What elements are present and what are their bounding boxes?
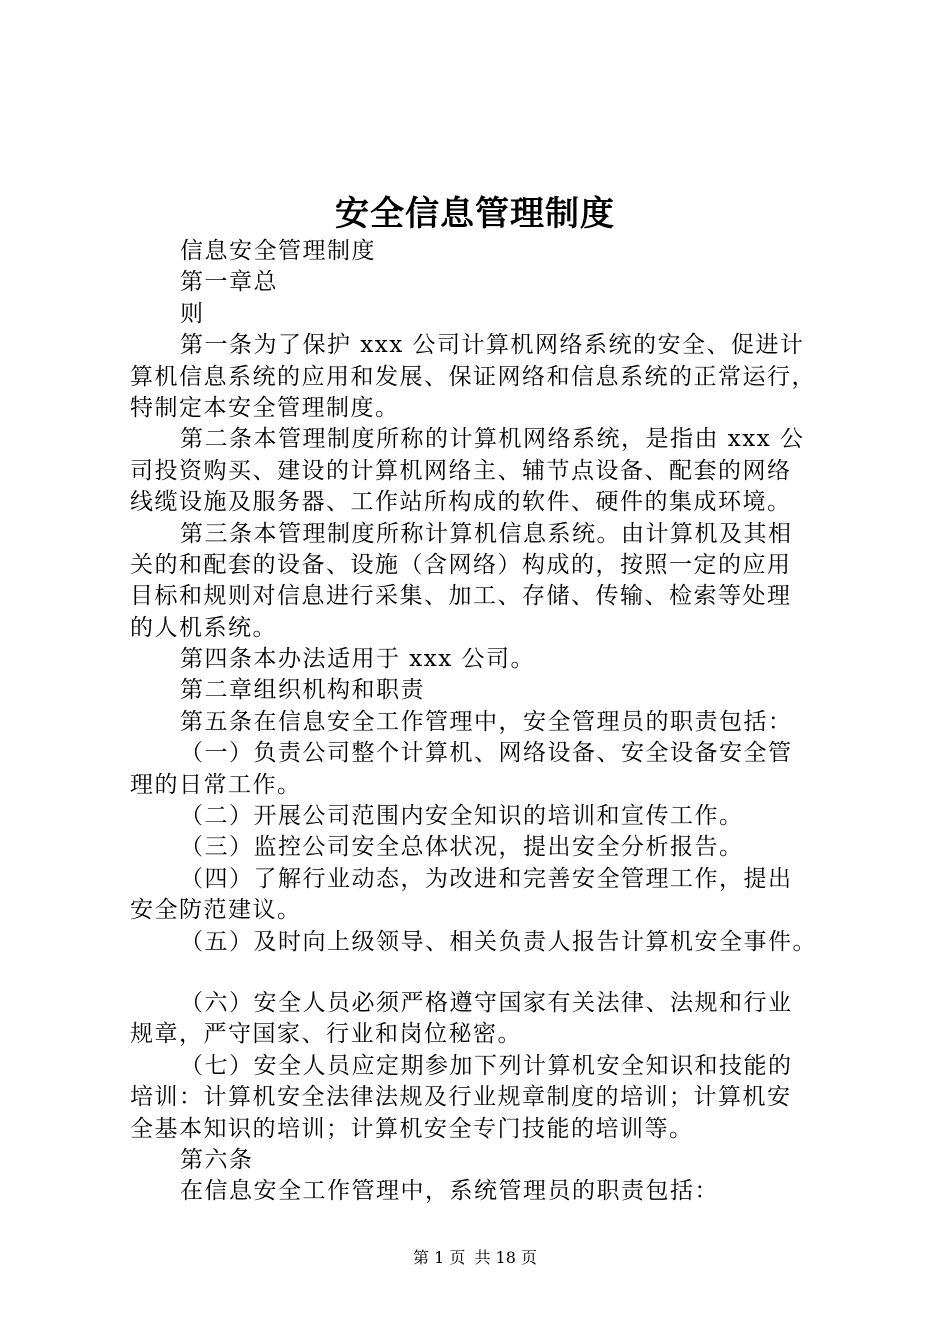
- document-title: 安全信息管理制度: [335, 194, 615, 234]
- list-item-line: 培训：计算机安全法律法规及行业规章制度的培训；计算机安: [130, 1084, 792, 1111]
- document-body: [130, 236, 850, 1208]
- list-item-line: （二）开展公司范围内安全知识的培训和宣传工作。: [180, 803, 744, 830]
- paragraph-line: 特制定本安全管理制度。: [130, 394, 400, 421]
- paragraph-line: 关的和配套的设备、设施（含网络）构成的，按照一定的应用: [130, 551, 792, 578]
- blank-line: [130, 958, 850, 988]
- page-total: 共 18 页: [474, 1248, 537, 1267]
- paragraph-line: 算机信息系统的应用和发展、保证网络和信息系统的正常运行，: [130, 363, 816, 390]
- list-item-line: （四）了解行业动态，为改进和完善安全管理工作，提出: [180, 865, 793, 892]
- page-footer: [0, 1245, 950, 1268]
- paragraph-line: 目标和规则对信息进行采集、加工、存储、传输、检索等处理: [130, 583, 792, 610]
- paragraph-line: 第二条本管理制度所称的计算机网络系统，是指由 xxx 公: [180, 426, 805, 453]
- paragraph-line: 第一条为了保护 xxx 公司计算机网络系统的安全、促进计: [180, 332, 805, 359]
- paragraph-line: 第六条: [180, 1146, 254, 1173]
- list-item-line: 安全防范建议。: [130, 897, 302, 924]
- paragraph-line: 信息安全管理制度: [180, 238, 376, 264]
- paragraph-line: 线缆设施及服务器、工作站所构成的软件、硬件的集成环境。: [130, 489, 792, 516]
- chapter-heading-line: 则: [180, 300, 205, 327]
- list-item-line: 规章，严守国家、行业和岗位秘密。: [130, 1021, 522, 1048]
- paragraph-line: 第四条本办法适用于 xxx 公司。: [180, 646, 536, 673]
- list-item-line: （六）安全人员必须严格遵守国家有关法律、法规和行业: [180, 989, 793, 1016]
- paragraph-line: 司投资购买、建设的计算机网络主、辅节点设备、配套的网络: [130, 457, 792, 484]
- list-item-line: 全基本知识的培训；计算机安全专门技能的培训等。: [130, 1115, 694, 1142]
- paragraph-line: 第五条在信息安全工作管理中，安全管理员的职责包括：: [180, 708, 793, 735]
- list-item-line: （五）及时向上级领导、相关负责人报告计算机安全事件。: [180, 928, 817, 955]
- list-item-line: 理的日常工作。: [130, 771, 302, 798]
- paragraph-line: 的人机系统。: [130, 614, 277, 641]
- list-item-line: （三）监控公司安全总体状况，提出安全分析报告。: [180, 834, 744, 861]
- chapter-heading-line: 第二章组织机构和职责: [180, 677, 425, 704]
- list-item-line: （一）负责公司整个计算机、网络设备、安全设备安全管: [180, 740, 793, 767]
- chapter-heading-line: 第一章总: [180, 269, 278, 296]
- list-item-line: （七）安全人员应定期参加下列计算机安全知识和技能的: [180, 1052, 793, 1079]
- paragraph-line: 在信息安全工作管理中，系统管理员的职责包括：: [180, 1178, 719, 1205]
- page-number: 第 1 页: [413, 1248, 466, 1267]
- paragraph-line: 第三条本管理制度所称计算机信息系统。由计算机及其相: [180, 520, 793, 547]
